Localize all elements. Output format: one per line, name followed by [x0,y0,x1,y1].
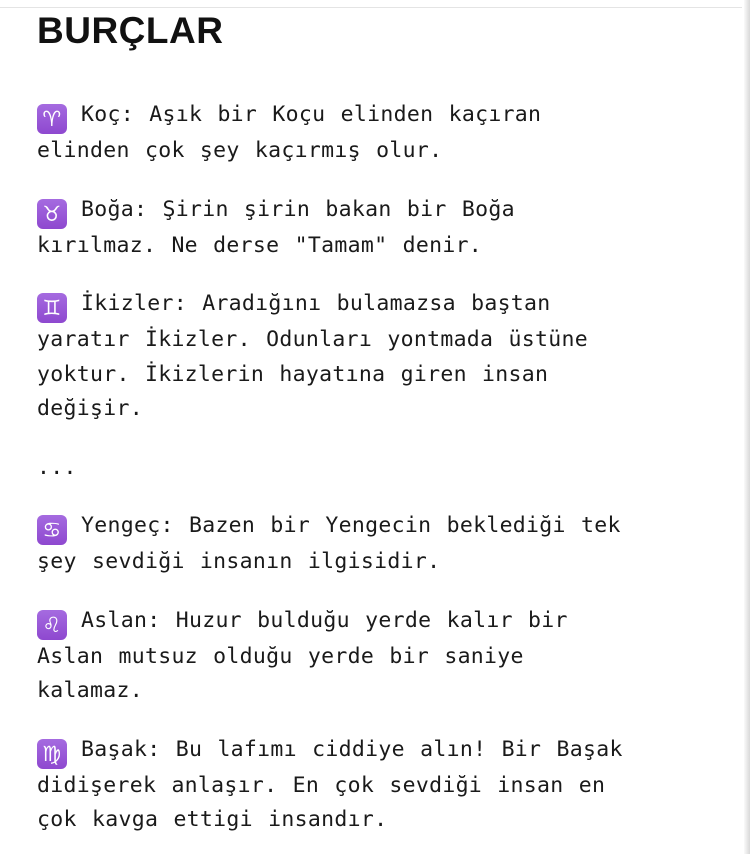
scroll-edge [744,0,750,854]
entry-text: İkizler: Aradığını bulamazsa baştan yaratır İkizler. Odunları yontmada üstüne yoktur. İkizlerin hayatına giren insan değişir. [37,291,589,421]
entry-gemini [37,287,737,427]
gemini-icon: ♊ [37,293,67,323]
taurus-icon: ♉ [37,199,67,229]
horoscope-list [37,98,737,862]
entry-leo [37,604,737,709]
entry-text: Başak: Bu lafımı ciddiye alın! Bir Başak didişerek anlaşır. En çok sevdiği insan en çok kavga ettigi insandır. [37,736,623,832]
page-title: BURÇLAR [37,10,224,51]
entry-aries [37,98,737,169]
ellipsis-separator: ... [37,454,77,480]
entry-text: Boğa: Şirin şirin bakan bir Boğa kırılmaz. Ne derse "Tamam" denir. [37,196,515,258]
virgo-icon: ♍ [37,739,67,769]
entry-cancer [37,509,737,580]
entry-virgo [37,733,737,838]
cancer-icon: ♋ [37,515,67,545]
aries-icon: ♈ [37,104,67,134]
top-border [0,7,742,8]
entry-taurus [37,193,737,264]
entry-text: Koç: Aşık bir Koçu elinden kaçıran elinden çok şey kaçırmış olur. [37,102,542,163]
entry-text: Yengeç: Bazen bir Yengecin beklediği tek şey sevdiği insanın ilgisidir. [37,513,621,574]
leo-icon: ♌ [37,610,67,640]
entry-text: Aslan: Huzur bulduğu yerde kalır bir Aslan mutsuz olduğu yerde bir saniye kalamaz. [37,607,568,703]
